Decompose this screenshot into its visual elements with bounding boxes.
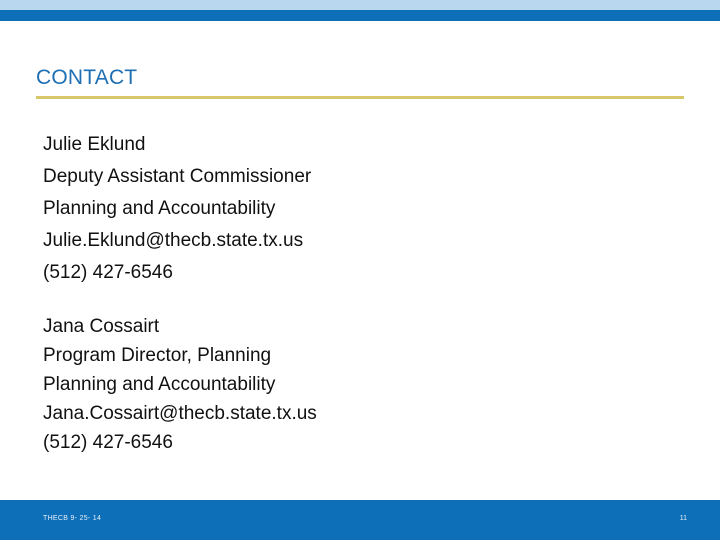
title-divider [36,96,684,99]
contact-role: Program Director, Planning [43,345,272,366]
footer-bar [0,500,720,540]
contact-department: Planning and Accountability [43,198,276,219]
top-accent-band [0,10,720,21]
contact-email[interactable]: Jana.Cossairt@thecb.state.tx.us [43,403,317,424]
contact-email[interactable]: Julie.Eklund@thecb.state.tx.us [43,230,304,251]
contact-card-1 [43,129,311,289]
page-number: 11 [679,515,687,522]
footer-date-label: THECB 9- 25- 14 [43,515,102,522]
slide-title: CONTACT [36,66,138,89]
top-accent-band-light [0,0,720,10]
contact-phone: (512) 427-6546 [43,432,173,453]
contact-name: Julie Eklund [43,134,146,155]
contact-card-2 [43,312,317,457]
contact-phone: (512) 427-6546 [43,262,173,283]
contact-department: Planning and Accountability [43,374,276,395]
contact-role: Deputy Assistant Commissioner [43,166,312,187]
contact-name: Jana Cossairt [43,316,160,337]
